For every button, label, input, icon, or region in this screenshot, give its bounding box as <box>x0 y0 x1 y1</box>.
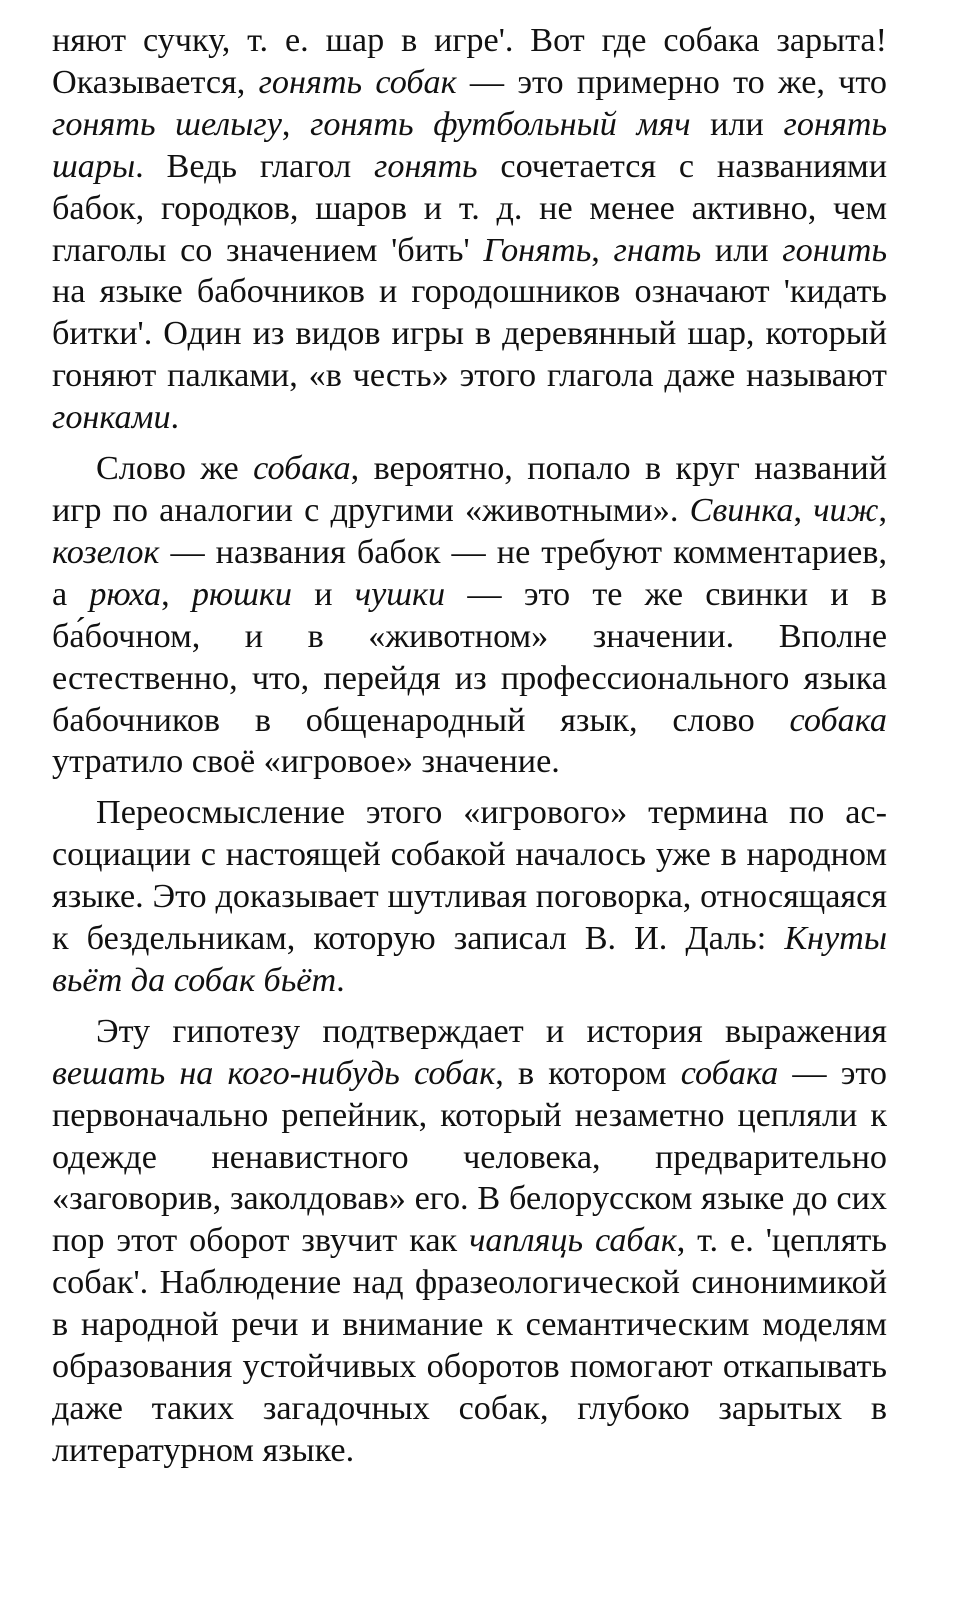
text-run: утратило своё «игровое» значение. <box>52 743 560 781</box>
italic-phrase: собака <box>253 450 351 488</box>
text-run: , <box>281 105 311 143</box>
italic-phrase: Кнуты вьёт да собак бьёт <box>52 920 887 999</box>
text-run: , вероятно, попало в круг названий игр по аналогии с другими «животными». <box>52 450 887 529</box>
italic-phrase: чиж <box>813 491 879 529</box>
italic-phrase: рюшки <box>191 575 292 613</box>
book-page <box>52 20 887 1472</box>
italic-phrase: собака <box>680 1054 779 1092</box>
italic-phrase: гонками <box>52 399 171 437</box>
paragraph <box>52 1011 887 1472</box>
italic-phrase: гонять шелыгу <box>52 105 282 143</box>
text-run: или <box>701 231 783 269</box>
text-run: . <box>170 399 180 437</box>
italic-phrase: Свинка <box>689 491 794 529</box>
text-run: Эту гипотезу подтверждает и история выражения <box>96 1012 887 1050</box>
italic-phrase: гонять <box>374 147 478 185</box>
italic-phrase: вешать на кого-нибудь собак <box>52 1054 496 1092</box>
italic-phrase: Гонять <box>483 231 592 269</box>
paragraph <box>52 448 887 783</box>
text-run: на языке бабочников и городошников означают 'кидать битки'. Один из видов игры в деревянный шар, который гоняют палками, «в честь» этого глагола даже называют <box>52 273 887 395</box>
italic-phrase: гнать <box>613 231 702 269</box>
italic-phrase: гонять собак <box>258 63 457 101</box>
text-run: няют сучку, т. е. шар в игре'. Вот где собака зарыта! Оказывается, <box>52 22 887 101</box>
text-run: Переосмысление этого «игрового» термина по ассоциации с настоящей собакой началось уже в народном языке. Это доказывает шутливая поговорка, относящаяся к бездельникам, которую записал В. И. Даль: <box>52 794 887 958</box>
italic-phrase: чушки <box>354 575 446 613</box>
text-run: , <box>793 491 814 529</box>
text-run: , в котором <box>495 1054 681 1092</box>
italic-phrase: рюха <box>89 575 162 613</box>
italic-phrase: козелок <box>52 533 160 571</box>
text-run: — названия бабок — не требуют комментариев, а <box>52 533 887 613</box>
paragraph <box>52 792 887 1002</box>
text-run: — это те же свинки и в ба́бочном, и в «животном» значении. Вполне естественно, что, перейдя из профессионального языка бабочников в общенародный язык, слово <box>52 575 888 739</box>
text-run: — это первоначально репейник, который незаметно цепляли к одежде ненавистного человека, предварительно «заговорив, заколдовав» его. В белорусском языке до сих пор этот оборот звучит как <box>52 1054 887 1260</box>
italic-phrase: собака <box>789 701 887 739</box>
italic-phrase: гонять футбольный мяч <box>310 105 691 143</box>
text-run: сочетается с названиями бабок, городков, шаров и т. д. не менее активно, чем глаголы со значением 'бить' <box>52 147 887 269</box>
text-run: , т. е. 'цеплять собак'. Наблюдение над фразеологической синонимикой в народной речи и внимание к семантическим моделям образования устойчивых оборотов помогают откапывать даже таких загадочных собак, глубоко зарытых в литературном языке. <box>52 1222 887 1469</box>
italic-phrase: гонить <box>782 231 888 269</box>
text-run: или <box>690 105 784 143</box>
italic-phrase: чапляць сабак <box>469 1222 677 1260</box>
text-run: и <box>291 575 355 613</box>
text-run: , <box>591 231 614 269</box>
paragraph <box>52 20 887 439</box>
italic-phrase: гонять шары <box>52 105 888 185</box>
text-run: . Ведь глагол <box>135 147 375 185</box>
text-run: — это примерно то же, что <box>456 63 887 101</box>
text-run: , <box>878 491 888 529</box>
text-run: , <box>161 575 192 613</box>
text-run: Слово же <box>96 450 254 488</box>
text-run: . <box>336 961 345 999</box>
